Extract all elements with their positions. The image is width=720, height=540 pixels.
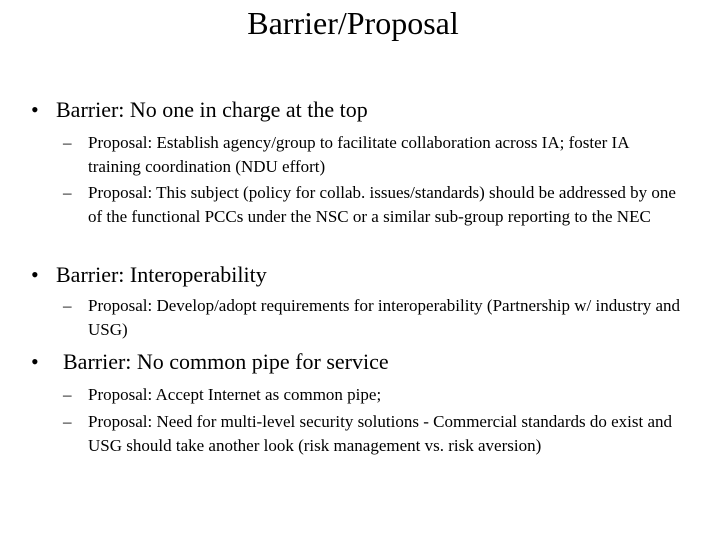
barrier-text: Barrier: Interoperability — [56, 262, 267, 287]
barrier-item — [31, 262, 267, 288]
dash-icon: – — [63, 296, 72, 315]
proposal-text: Proposal: Establish agency/group to facilitate collaboration across IA; foster IA training coordination (NDU effort) — [88, 133, 629, 176]
dash-icon: – — [63, 385, 72, 404]
proposal-item — [63, 181, 683, 229]
barrier-item — [31, 349, 389, 375]
proposal-item — [63, 131, 683, 179]
proposal-item — [63, 410, 683, 458]
barrier-item — [31, 97, 368, 123]
proposal-item — [63, 383, 683, 407]
proposal-text: Proposal: Accept Internet as common pipe; — [88, 385, 382, 404]
slide-title: Barrier/Proposal — [247, 5, 459, 41]
proposal-text: Proposal: This subject (policy for collab. issues/standards) should be addressed by one of the functional PCCs under the NSC or a similar sub-group reporting to the NEC — [88, 183, 676, 226]
barrier-text: Barrier: No common pipe for service — [63, 349, 389, 374]
dash-icon: – — [63, 183, 72, 202]
proposal-text: Proposal: Develop/adopt requirements for interoperability (Partnership w/ industry and USG) — [88, 296, 681, 339]
barrier-text: Barrier: No one in charge at the top — [56, 97, 368, 122]
proposal-item — [63, 294, 688, 342]
dash-icon: – — [63, 133, 72, 152]
proposal-text: Proposal: Need for multi-level security solutions - Commercial standards do exist and USG should take another look (risk management vs. risk aversion) — [88, 412, 673, 455]
bullet-icon: • — [31, 349, 39, 374]
bullet-icon: • — [31, 97, 39, 122]
dash-icon: – — [63, 412, 72, 431]
bullet-icon: • — [31, 262, 39, 287]
